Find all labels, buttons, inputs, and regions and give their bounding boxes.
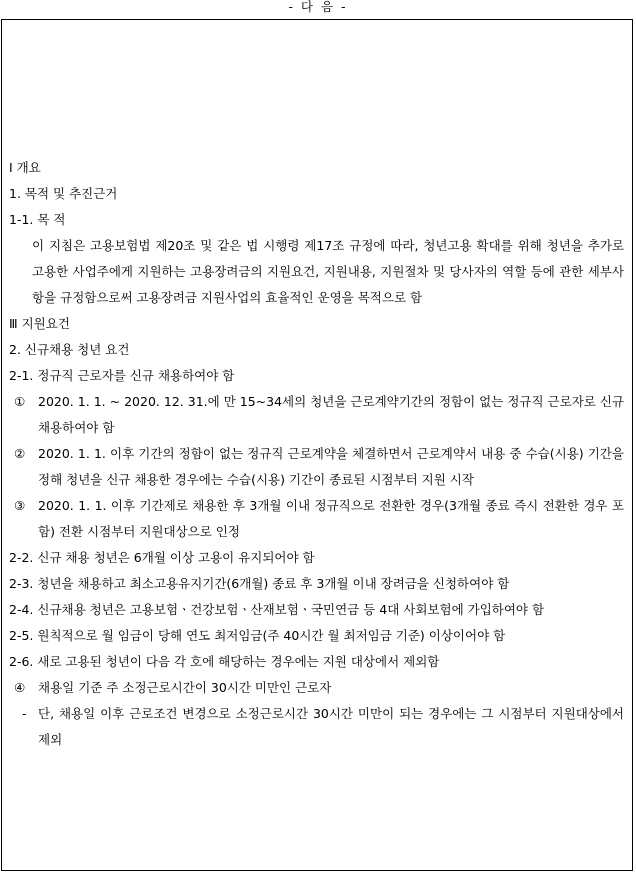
list-item-number: ② <box>14 446 26 461</box>
list-item <box>2 675 632 701</box>
purpose-paragraph: 이 지침은 고용보험법 제20조 및 같은 법 시행령 제17조 규정에 따라, 청년고용 확대를 위해 청년을 추가로 고용한 사업주에게 지원하는 고용장려금의 지원요건, 지원내용, 지원절차 및 당사자의 역할 등에 관한 세부사항을 규정함으로써 고용장려금 지원사업의 효율적인 운영을 목적으로 함 <box>32 238 624 305</box>
requirement-2-2: 2-2. 신규 채용 청년은 6개월 이상 고용이 유지되어야 함 <box>9 550 315 565</box>
exception-note-text: 단, 채용일 이후 근로조건 변경으로 소정근로시간 30시간 미만이 되는 경우에는 그 시점부터 지원대상에서 제외 <box>38 706 624 747</box>
list-item-text: 2020. 1. 1. ~ 2020. 12. 31.에 만 15~34세의 청년을 근로계약기간의 정함이 없는 정규직 근로자로 신규 채용하여야 함 <box>38 394 624 435</box>
requirement-2-5: 2-5. 원칙적으로 월 임금이 당해 연도 최저임금(주 40시간 월 최저임금 기준) 이상이어야 함 <box>9 628 506 643</box>
content-box <box>1 19 633 871</box>
requirement-2-4: 2-4. 신규채용 청년은 고용보험ㆍ건강보험ㆍ산재보험ㆍ국민연금 등 4대 사회보험에 가입하여야 함 <box>9 602 545 617</box>
list-item-number: ③ <box>14 498 26 513</box>
requirement-2-6: 2-6. 새로 고용된 청년이 다음 각 호에 해당하는 경우에는 지원 대상에서 제외함 <box>9 654 440 669</box>
section-title-overview: Ⅰ 개요 <box>9 160 41 175</box>
subsection-purpose: 1-1. 목 적 <box>9 212 66 227</box>
list-item <box>2 441 632 493</box>
requirement-2-3: 2-3. 청년을 채용하고 최소고용유지기간(6개월) 종료 후 3개월 이내 장려금을 신청하여야 함 <box>9 576 510 591</box>
section-title-requirements: Ⅲ 지원요건 <box>9 316 70 331</box>
document-heading: - 다 음 - <box>288 0 348 14</box>
section-new-youth-requirements: 2. 신규채용 청년 요건 <box>9 342 130 357</box>
section-purpose-basis: 1. 목적 및 추진근거 <box>9 186 118 201</box>
exception-note <box>2 701 632 753</box>
list-item <box>2 389 632 441</box>
list-item-number: ① <box>14 394 26 409</box>
list-item-number: ④ <box>14 680 26 695</box>
document-body <box>2 155 632 753</box>
list-item-text: 2020. 1. 1. 이후 기간제로 채용한 후 3개월 이내 정규직으로 전환한 경우(3개월 종료 즉시 전환한 경우 포함) 전환 시점부터 지원대상으로 인정 <box>38 498 624 539</box>
dash-marker: - <box>22 706 27 721</box>
list-item <box>2 493 632 545</box>
requirement-2-1: 2-1. 정규직 근로자를 신규 채용하여야 함 <box>9 368 235 383</box>
list-item-text: 2020. 1. 1. 이후 기간의 정함이 없는 정규직 근로계약을 체결하면서 근로계약서 내용 중 수습(시용) 기간을 정해 청년을 신규 채용한 경우에는 수습(시용) 기간이 종료된 시점부터 지원 시작 <box>38 446 624 487</box>
list-item-text: 채용일 기준 주 소정근로시간이 30시간 미만인 근로자 <box>38 680 332 695</box>
